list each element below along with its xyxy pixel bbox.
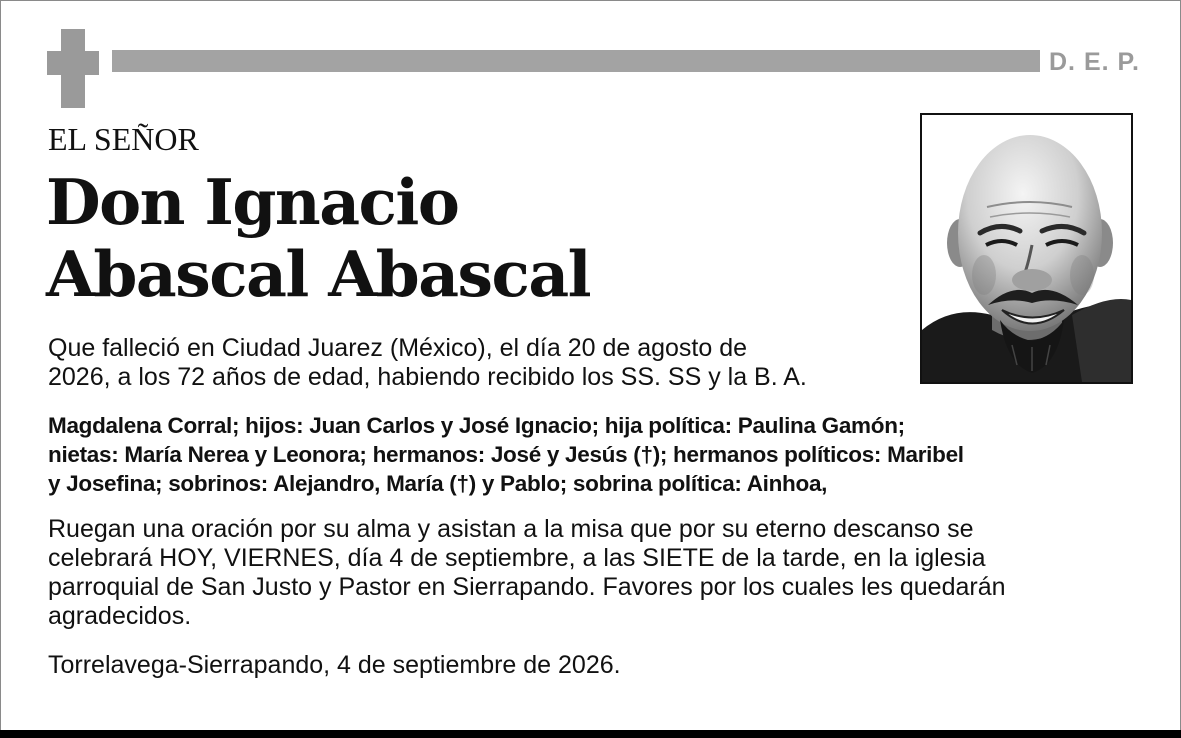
mass-line: parroquial de San Justo y Pastor en Sierrapando. Favores por los cuales les quedarán [48,573,1006,601]
cross-icon [47,29,99,108]
family-line: Magdalena Corral; hijos: Juan Carlos y José Ignacio; hija política: Paulina Gamón; [48,413,905,438]
dep-label: D. E. P. [1049,48,1140,76]
frame-left-border [0,0,1,738]
mass-line: celebrará HOY, VIERNES, día 4 de septiembre, a las SIETE de la tarde, en la iglesia [48,544,986,572]
place-date: Torrelavega-Sierrapando, 4 de septiembre de 2026. [48,651,621,679]
portrait-illustration [922,115,1131,382]
portrait-photo [920,113,1133,384]
mass-paragraph [48,515,1006,631]
mass-line: Ruegan una oración por su alma y asistan a la misa que por su eterno descanso se [48,515,974,543]
family-line: nietas: María Nerea y Leonora; hermanos: José y Jesús (†); hermanos políticos: Maribel [48,442,964,467]
frame-bottom-border [0,730,1181,738]
name-line-1: Don Ignacio [46,165,459,239]
honorific: EL SEÑOR [48,121,199,157]
deceased-name [46,166,590,310]
death-notice-paragraph [48,334,807,392]
cross-horizontal-bar [47,51,99,75]
death-notice-line: Que falleció en Ciudad Juarez (México), el día 20 de agosto de [48,334,748,362]
frame-top-border [0,0,1181,1]
family-paragraph [48,411,964,498]
family-line: y Josefina; sobrinos: Alejandro, María (†) y Pablo; sobrina política: Ainhoa, [48,471,828,496]
death-notice-line: 2026, a los 72 años de edad, habiendo recibido los SS. SS y la B. A. [48,363,807,391]
header-rule [112,50,1040,72]
name-line-2: Abascal Abascal [46,237,591,311]
mass-line: agradecidos. [48,602,192,630]
